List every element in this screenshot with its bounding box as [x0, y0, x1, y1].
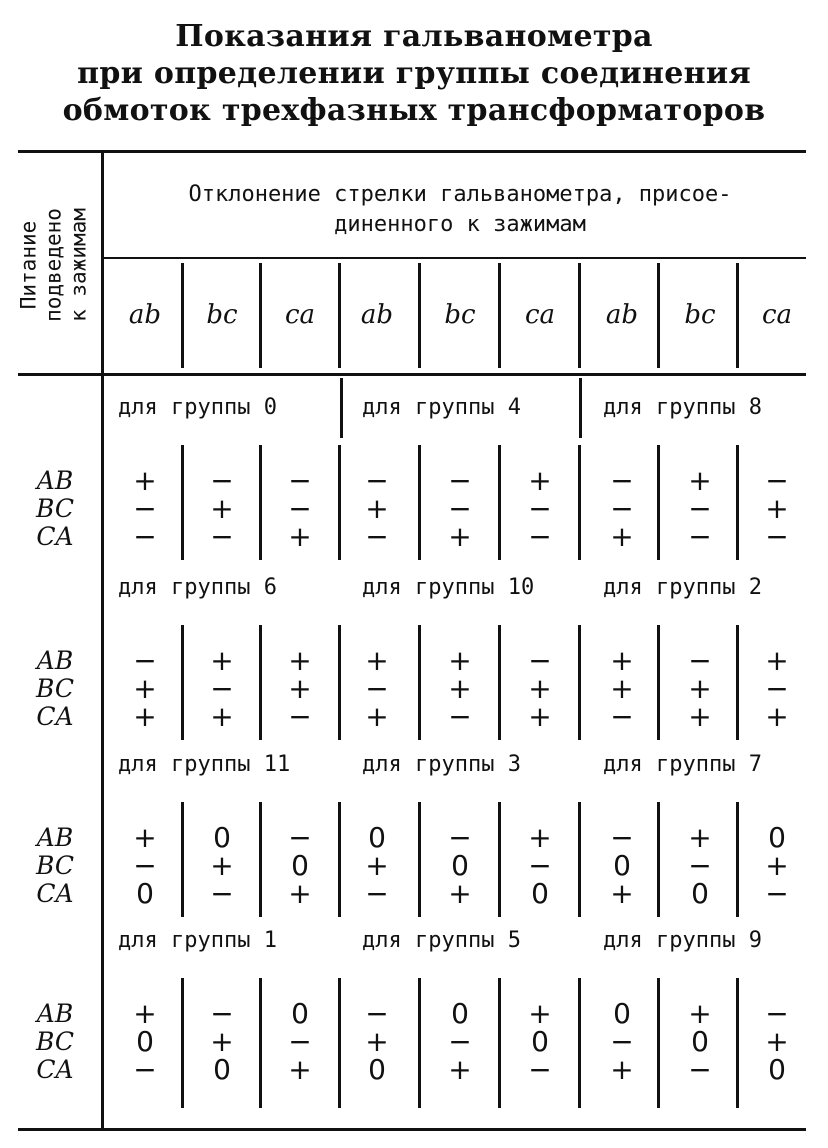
- row-header-line: подведено: [41, 208, 66, 322]
- reading-value: 0: [531, 1025, 549, 1058]
- reading-column: [670, 821, 730, 910]
- reading-value: −: [365, 464, 389, 497]
- reading-column: [192, 997, 252, 1086]
- reading-value: −: [288, 700, 312, 733]
- reading-value: −: [133, 849, 157, 882]
- reading-column: [430, 644, 490, 733]
- row-label: CA: [36, 1055, 74, 1084]
- reading-value: −: [528, 520, 552, 553]
- cell-divider: [418, 978, 421, 1108]
- reading-value: −: [688, 644, 712, 677]
- reading-value: 0: [768, 1053, 786, 1086]
- reading-value: −: [528, 849, 552, 882]
- reading-value: −: [210, 520, 234, 553]
- reading-value: −: [288, 821, 312, 854]
- reading-value: +: [365, 1025, 389, 1058]
- row-label: BC: [36, 494, 74, 523]
- reading-value: −: [610, 492, 634, 525]
- reading-column: [192, 464, 252, 553]
- row-labels: [20, 824, 90, 908]
- subcolumn-divider: [578, 263, 581, 368]
- reading-value: 0: [213, 1053, 231, 1086]
- reading-value: +: [448, 877, 472, 910]
- group-title: для группы 5: [362, 928, 521, 953]
- row-header-line: к зажимам: [66, 208, 91, 322]
- group-title: для группы 4: [362, 395, 521, 420]
- reading-value: +: [288, 877, 312, 910]
- cell-divider: [338, 978, 341, 1108]
- reading-value: 0: [136, 1025, 154, 1058]
- reading-value: +: [688, 700, 712, 733]
- reading-value: 0: [368, 1053, 386, 1086]
- cell-divider: [338, 625, 341, 740]
- reading-value: +: [610, 520, 634, 553]
- cell-divider: [338, 802, 341, 917]
- row-label: CA: [36, 702, 74, 731]
- reading-column: [115, 464, 175, 553]
- reading-value: +: [765, 700, 789, 733]
- reading-value: −: [288, 464, 312, 497]
- reading-value: +: [765, 644, 789, 677]
- reading-value: +: [448, 520, 472, 553]
- reading-column: [747, 997, 807, 1086]
- reading-value: +: [528, 821, 552, 854]
- reading-value: −: [765, 997, 789, 1030]
- group-divider: [340, 378, 343, 438]
- reading-value: 0: [613, 997, 631, 1030]
- reading-column: [347, 997, 407, 1086]
- cell-divider: [657, 445, 660, 560]
- reading-value: 0: [451, 997, 469, 1030]
- reading-value: +: [133, 700, 157, 733]
- reading-value: −: [133, 520, 157, 553]
- row-labels: [20, 1000, 90, 1084]
- reading-value: +: [210, 644, 234, 677]
- reading-value: −: [133, 644, 157, 677]
- reading-value: 0: [691, 1025, 709, 1058]
- cell-divider: [181, 978, 184, 1108]
- column-header-line: Отклонение стрелки гальванометра, присое-: [188, 182, 732, 207]
- reading-column: [192, 644, 252, 733]
- cell-divider: [418, 625, 421, 740]
- reading-value: +: [765, 492, 789, 525]
- reading-value: −: [288, 492, 312, 525]
- group-title: для группы 6: [118, 575, 277, 600]
- cell-divider: [657, 978, 660, 1108]
- reading-value: −: [365, 877, 389, 910]
- cell-divider: [657, 802, 660, 917]
- group-title: для группы 3: [362, 752, 521, 777]
- reading-column: [270, 464, 330, 553]
- cell-divider: [498, 802, 501, 917]
- reading-value: +: [610, 877, 634, 910]
- title-line: при определении группы соединения: [77, 56, 751, 91]
- subcolumn-divider: [498, 263, 501, 368]
- reading-value: +: [765, 849, 789, 882]
- reading-column: [270, 997, 330, 1086]
- subcolumn-divider: [418, 263, 421, 368]
- reading-value: +: [133, 997, 157, 1030]
- cell-divider: [736, 445, 739, 560]
- reading-value: −: [365, 520, 389, 553]
- reading-value: +: [210, 700, 234, 733]
- reading-value: +: [528, 464, 552, 497]
- reading-value: +: [365, 644, 389, 677]
- cell-divider: [498, 625, 501, 740]
- reading-value: 0: [368, 821, 386, 854]
- reading-value: 0: [291, 849, 309, 882]
- reading-value: −: [133, 1053, 157, 1086]
- reading-column: [347, 644, 407, 733]
- reading-value: −: [448, 700, 472, 733]
- cell-divider: [259, 445, 262, 560]
- reading-column: [510, 644, 570, 733]
- cell-divider: [181, 625, 184, 740]
- column-header: [110, 180, 810, 240]
- reading-column: [510, 821, 570, 910]
- cell-divider: [259, 978, 262, 1108]
- subcolumn-header: ca: [761, 300, 793, 330]
- cell-divider: [418, 802, 421, 917]
- reading-value: −: [765, 877, 789, 910]
- reading-column: [747, 464, 807, 553]
- cell-divider: [736, 625, 739, 740]
- reading-column: [747, 644, 807, 733]
- group-title: для группы 9: [603, 928, 762, 953]
- reading-value: +: [133, 672, 157, 705]
- reading-column: [510, 464, 570, 553]
- cell-divider: [578, 445, 581, 560]
- reading-value: +: [528, 700, 552, 733]
- reading-column: [430, 821, 490, 910]
- subcolumn-header: bc: [684, 300, 716, 330]
- reading-value: 0: [136, 877, 154, 910]
- reading-value: −: [688, 492, 712, 525]
- reading-value: −: [448, 492, 472, 525]
- reading-column: [270, 644, 330, 733]
- subcolumn-divider: [338, 263, 341, 368]
- row-label: AB: [36, 646, 74, 675]
- subcolumn-divider: [259, 263, 262, 368]
- table-bottom-rule: [18, 1128, 806, 1131]
- reading-value: −: [528, 1053, 552, 1086]
- reading-column: [430, 997, 490, 1086]
- reading-value: −: [365, 672, 389, 705]
- reading-value: +: [765, 1025, 789, 1058]
- reading-value: −: [528, 644, 552, 677]
- column-header-line: диненного к зажимам: [334, 212, 586, 237]
- reading-value: +: [288, 1053, 312, 1086]
- reading-column: [592, 644, 652, 733]
- cell-divider: [578, 978, 581, 1108]
- group-title: для группы 10: [362, 575, 535, 600]
- row-header-divider: [101, 150, 104, 1130]
- group-divider: [579, 378, 582, 438]
- reading-value: +: [365, 849, 389, 882]
- reading-value: +: [365, 492, 389, 525]
- reading-value: +: [288, 672, 312, 705]
- reading-value: −: [610, 700, 634, 733]
- row-labels: [20, 467, 90, 551]
- reading-value: −: [610, 821, 634, 854]
- column-header-rule: [104, 257, 806, 259]
- reading-value: +: [528, 672, 552, 705]
- reading-value: −: [765, 672, 789, 705]
- reading-column: [592, 464, 652, 553]
- reading-value: −: [210, 877, 234, 910]
- cell-divider: [181, 802, 184, 917]
- group-title: для группы 1: [118, 928, 277, 953]
- reading-value: +: [688, 464, 712, 497]
- cell-divider: [578, 625, 581, 740]
- reading-value: +: [288, 644, 312, 677]
- reading-value: 0: [451, 849, 469, 882]
- reading-value: +: [210, 1025, 234, 1058]
- reading-value: −: [688, 1053, 712, 1086]
- reading-value: +: [688, 997, 712, 1030]
- subcolumn-divider: [736, 263, 739, 368]
- row-label: BC: [36, 851, 74, 880]
- reading-value: +: [365, 700, 389, 733]
- reading-value: −: [765, 464, 789, 497]
- reading-value: +: [688, 672, 712, 705]
- reading-value: +: [210, 492, 234, 525]
- reading-value: −: [528, 492, 552, 525]
- reading-value: −: [133, 492, 157, 525]
- reading-value: 0: [768, 821, 786, 854]
- reading-column: [747, 821, 807, 910]
- reading-value: −: [448, 1025, 472, 1058]
- reading-value: 0: [213, 821, 231, 854]
- reading-value: 0: [613, 849, 631, 882]
- reading-value: +: [210, 849, 234, 882]
- reading-value: −: [448, 464, 472, 497]
- reading-column: [347, 464, 407, 553]
- reading-value: +: [688, 821, 712, 854]
- subcolumn-header: ab: [128, 300, 162, 330]
- row-header: [8, 160, 100, 370]
- row-labels: [20, 647, 90, 731]
- reading-value: −: [210, 464, 234, 497]
- cell-divider: [338, 445, 341, 560]
- reading-value: −: [765, 520, 789, 553]
- subcolumn-header: bc: [444, 300, 476, 330]
- row-label: BC: [36, 674, 74, 703]
- reading-value: −: [448, 821, 472, 854]
- reading-column: [670, 997, 730, 1086]
- reading-column: [192, 821, 252, 910]
- cell-divider: [657, 625, 660, 740]
- cell-divider: [736, 978, 739, 1108]
- reading-column: [670, 644, 730, 733]
- cell-divider: [498, 978, 501, 1108]
- reading-value: −: [610, 1025, 634, 1058]
- reading-column: [347, 821, 407, 910]
- reading-value: +: [288, 520, 312, 553]
- group-title: для группы 0: [118, 395, 277, 420]
- reading-column: [115, 644, 175, 733]
- cell-divider: [181, 445, 184, 560]
- reading-value: 0: [691, 877, 709, 910]
- reading-column: [592, 821, 652, 910]
- group-title: для группы 7: [603, 752, 762, 777]
- reading-column: [115, 997, 175, 1086]
- row-label: CA: [36, 879, 74, 908]
- reading-value: −: [610, 464, 634, 497]
- cell-divider: [736, 802, 739, 917]
- title-line: Показания гальванометра: [175, 19, 653, 54]
- reading-value: −: [688, 520, 712, 553]
- subcolumn-header: ab: [605, 300, 639, 330]
- reading-column: [270, 821, 330, 910]
- reading-value: −: [210, 672, 234, 705]
- group-title: для группы 11: [118, 752, 291, 777]
- reading-value: +: [610, 644, 634, 677]
- reading-value: −: [688, 849, 712, 882]
- table-top-rule: [18, 150, 806, 153]
- reading-value: +: [448, 672, 472, 705]
- row-label: AB: [36, 823, 74, 852]
- reading-column: [592, 997, 652, 1086]
- reading-column: [115, 821, 175, 910]
- reading-value: 0: [531, 877, 549, 910]
- reading-value: +: [448, 644, 472, 677]
- reading-value: +: [448, 1053, 472, 1086]
- reading-value: +: [133, 821, 157, 854]
- reading-value: +: [528, 997, 552, 1030]
- reading-column: [510, 997, 570, 1086]
- group-title: для группы 8: [603, 395, 762, 420]
- page-title: [0, 18, 828, 129]
- reading-value: −: [288, 1025, 312, 1058]
- row-label: BC: [36, 1027, 74, 1056]
- reading-value: +: [610, 1053, 634, 1086]
- title-line: обмоток трехфазных трансформаторов: [62, 93, 766, 128]
- subcolumn-header: ca: [524, 300, 556, 330]
- reading-value: +: [610, 672, 634, 705]
- cell-divider: [418, 445, 421, 560]
- group-title: для группы 2: [603, 575, 762, 600]
- row-label: CA: [36, 522, 74, 551]
- reading-value: 0: [291, 997, 309, 1030]
- cell-divider: [259, 625, 262, 740]
- subcolumn-header: ab: [360, 300, 394, 330]
- row-label: AB: [36, 999, 74, 1028]
- row-label: AB: [36, 466, 74, 495]
- cell-divider: [259, 802, 262, 917]
- reading-value: −: [210, 997, 234, 1030]
- reading-value: +: [133, 464, 157, 497]
- subcolumn-header: bc: [206, 300, 238, 330]
- row-header-line: Питание: [16, 220, 41, 310]
- cell-divider: [498, 445, 501, 560]
- reading-value: −: [365, 997, 389, 1030]
- subcolumn-divider: [181, 263, 184, 368]
- header-bottom-rule: [18, 373, 806, 376]
- subcolumn-header: ca: [284, 300, 316, 330]
- cell-divider: [578, 802, 581, 917]
- reading-column: [430, 464, 490, 553]
- subcolumn-divider: [657, 263, 660, 368]
- reading-column: [670, 464, 730, 553]
